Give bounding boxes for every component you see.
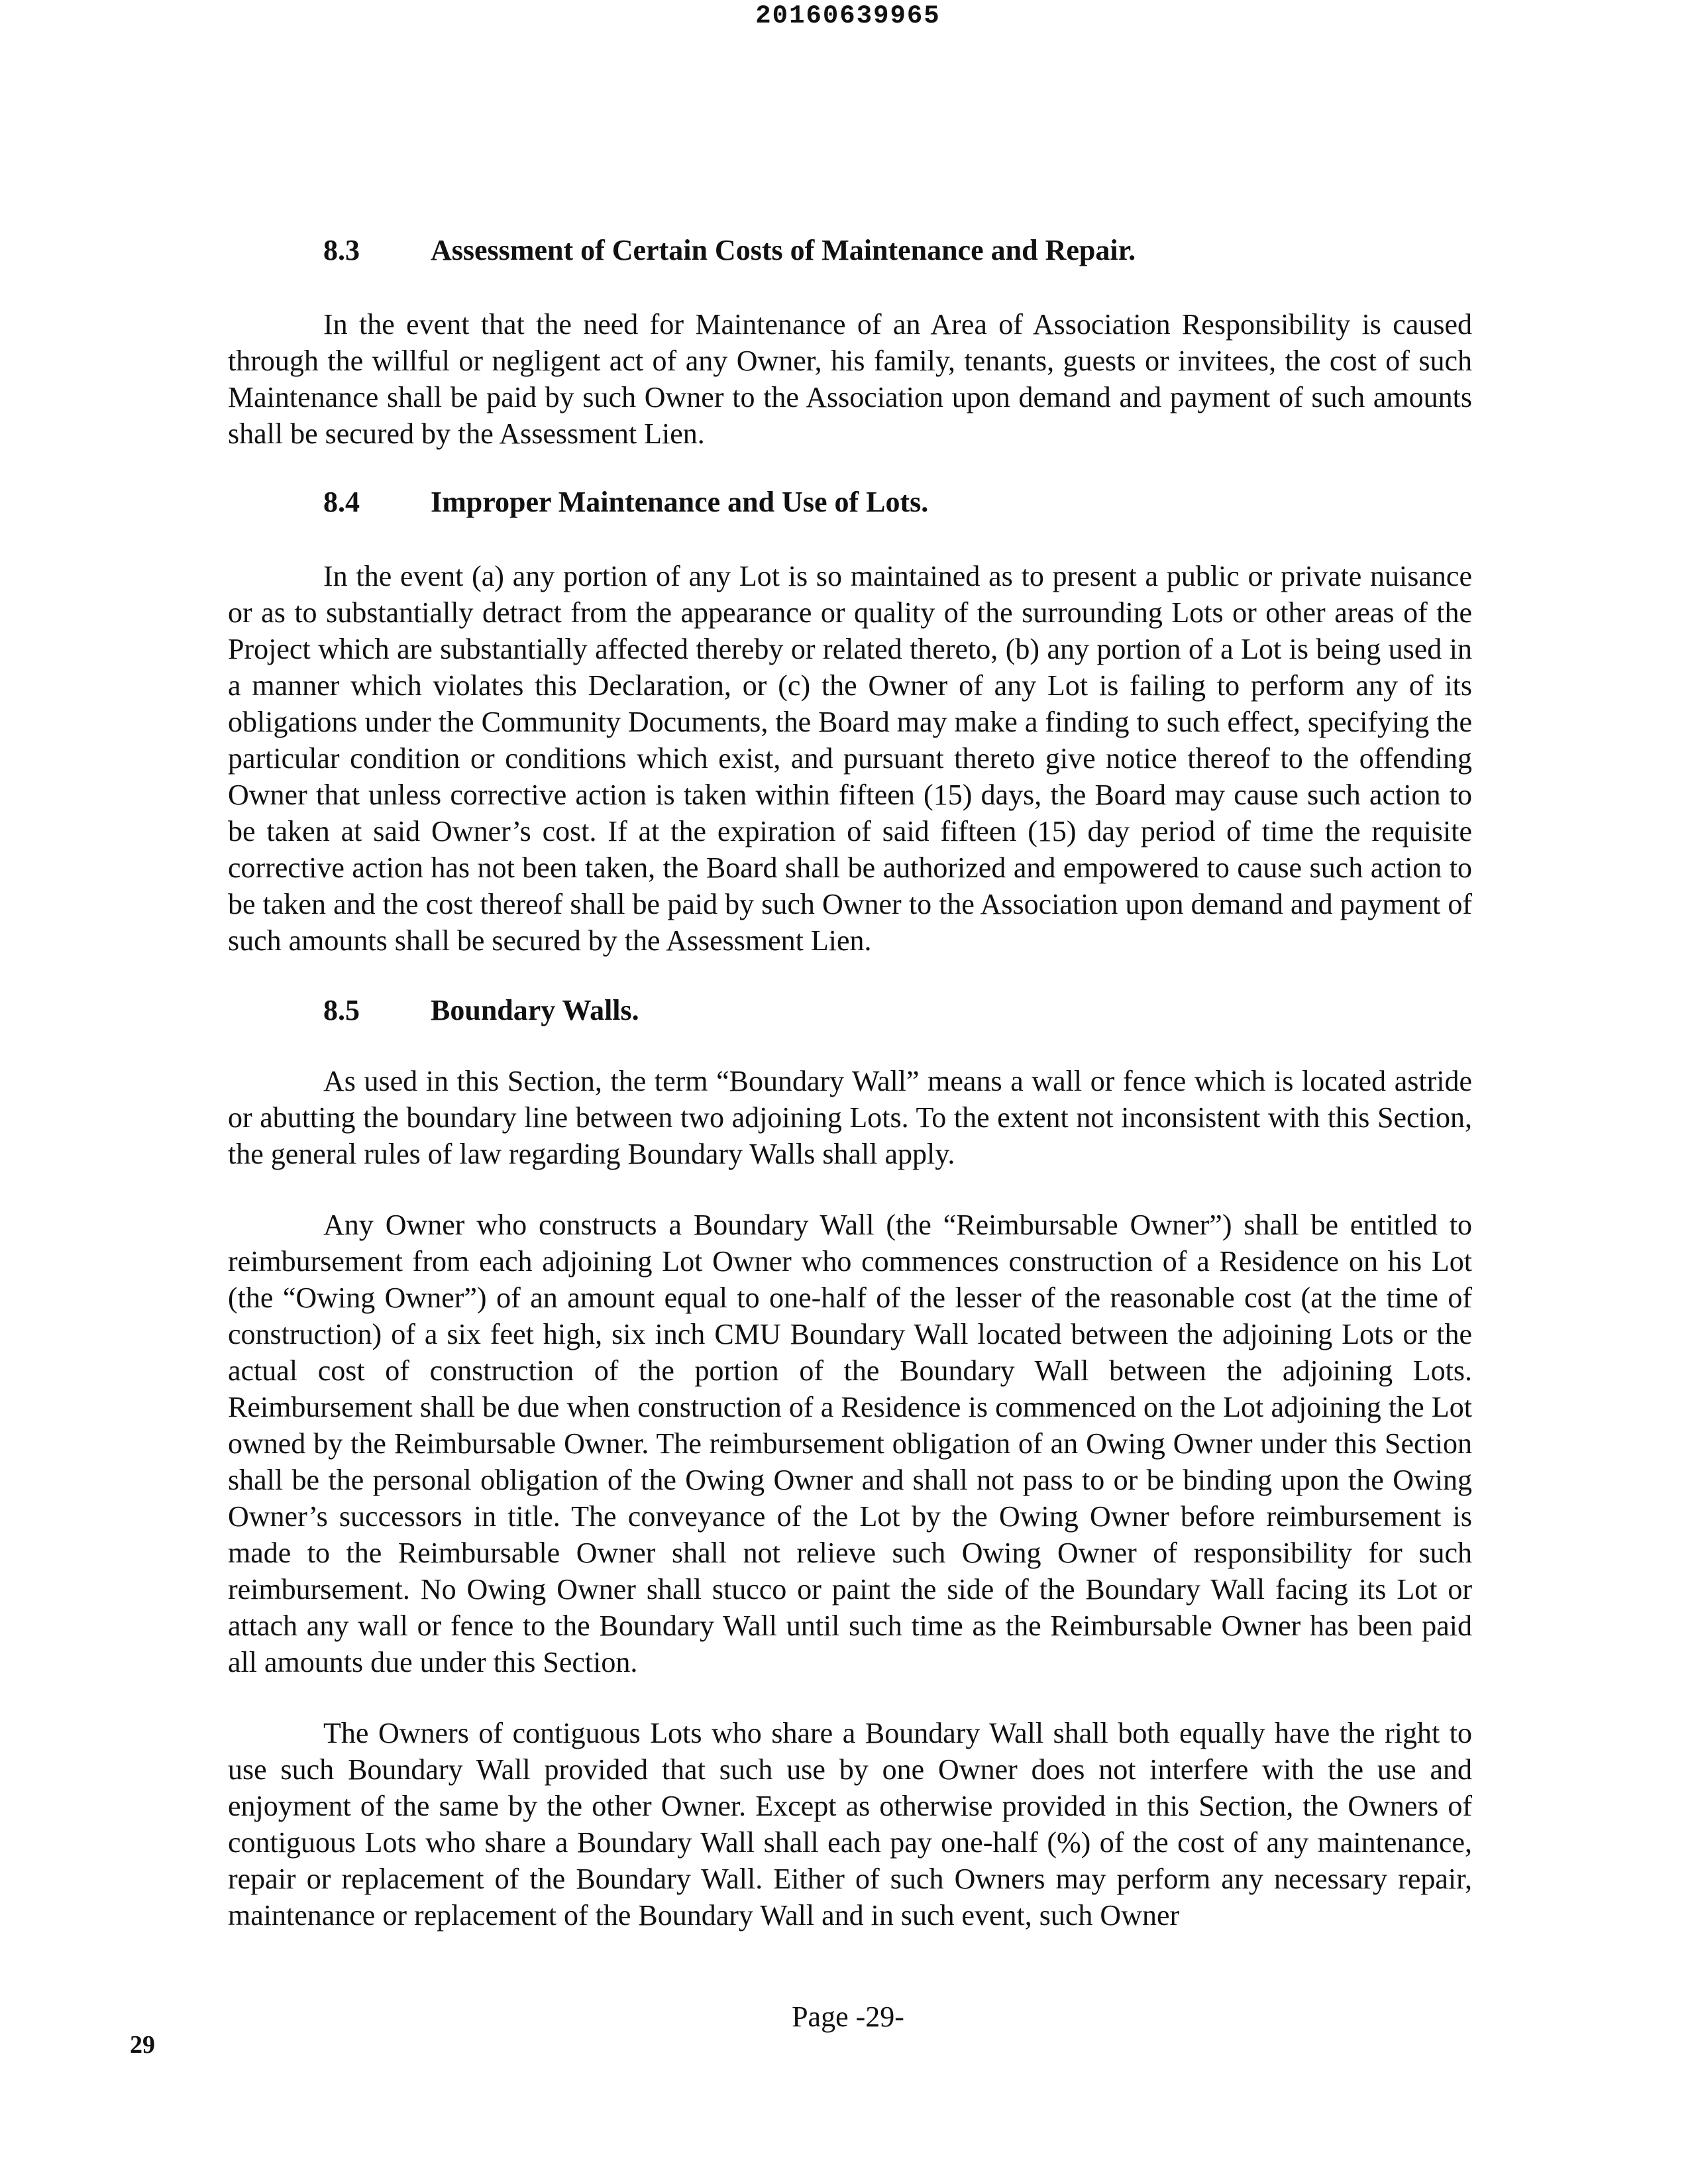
page-footer: Page -29- bbox=[792, 2000, 904, 2033]
document-body bbox=[228, 232, 1472, 1934]
section-heading-8-5 bbox=[228, 992, 1472, 1028]
section-title: Assessment of Certain Costs of Maintenance and Repair. bbox=[431, 234, 1136, 266]
section-8-5-paragraph-1: As used in this Section, the term “Boundary Wall” means a wall or fence which is located astride or abutting the boundary line between two adjoining Lots. To the extent not inconsistent with this Section, the general rules of law regarding Boundary Walls shall apply. bbox=[228, 1065, 1472, 1170]
section-8-4-paragraph: In the event (a) any portion of any Lot is so maintained as to present a public or private nuisance or as to substantially detract from the appearance or quality of the surrounding Lots or other areas of the Project which are substantially affected thereby or related thereto, (b) any portion of a Lot is being used in a manner which violates this Declaration, or (c) the Owner of any Lot is failing to perform any of its obligations under the Community Documents, the Board may make a finding to such effect, specifying the particular condition or conditions which exist, and pursuant thereto give notice thereof to the offending Owner that unless corrective action is taken within fifteen (15) days, the Board may cause such action to be taken at said Owner’s cost. If at the expiration of said fifteen (15) day period of time the requisite corrective action has not been taken, the Board shall be authorized and empowered to cause such action to be taken and the cost thereof shall be paid by such Owner to the Association upon demand and payment of such amounts shall be secured by the Assessment Lien. bbox=[228, 560, 1472, 957]
section-heading-8-4 bbox=[228, 484, 1472, 520]
document-number: 20160639965 bbox=[755, 1, 941, 30]
section-number: 8.4 bbox=[323, 486, 360, 518]
section-8-5-paragraph-3: The Owners of contiguous Lots who share a Boundary Wall shall both equally have the right to use such Boundary Wall provided that such use by one Owner does not interfere with the use and enjoyment of the same by the other Owner. Except as otherwise provided in this Section, the Owners of contiguous Lots who share a Boundary Wall shall each pay one-half (%) of the cost of any maintenance, repair or replacement of the Boundary Wall. Either of such Owners may perform any necessary repair, maintenance or replacement of the Boundary Wall and in such event, such Owner bbox=[228, 1717, 1472, 1932]
section-8-5-paragraph-2: Any Owner who constructs a Boundary Wall (the “Reimbursable Owner”) shall be entitled to reimbursement from each adjoining Lot Owner who commences construction of a Residence on his Lot (the “Owing Owner”) of an amount equal to one-half of the lesser of the reasonable cost (at the time of construction) of a six feet high, six inch CMU Boundary Wall located between the adjoining Lots or the actual cost of construction of the portion of the Boundary Wall between the adjoining Lots. Reimbursement shall be due when construction of a Residence is commenced on the Lot adjoining the Lot owned by the Reimbursable Owner. The reimbursement obligation of an Owing Owner under this Section shall be the personal obligation of the Owing Owner and shall not pass to or be binding upon the Owing Owner’s successors in title. The conveyance of the Lot by the Owing Owner before reimbursement is made to the Reimbursable Owner shall not relieve such Owing Owner of responsibility for such reimbursement. No Owing Owner shall stucco or paint the side of the Boundary Wall facing its Lot or attach any wall or fence to the Boundary Wall until such time as the Reimbursable Owner has been paid all amounts due under this Section. bbox=[228, 1209, 1472, 1678]
section-8-3-paragraph: In the event that the need for Maintenance of an Area of Association Responsibility is caused through the willful or negligent act of any Owner, his family, tenants, guests or invitees, the cost of such Maintenance shall be paid by such Owner to the Association upon demand and payment of such amounts shall be secured by the Assessment Lien. bbox=[228, 308, 1472, 450]
page-mark: 29 bbox=[130, 2031, 155, 2059]
section-number: 8.5 bbox=[323, 994, 360, 1026]
section-number: 8.3 bbox=[323, 234, 360, 266]
section-heading-8-3 bbox=[228, 232, 1472, 268]
section-title: Boundary Walls. bbox=[431, 994, 639, 1026]
section-title: Improper Maintenance and Use of Lots. bbox=[431, 486, 929, 518]
